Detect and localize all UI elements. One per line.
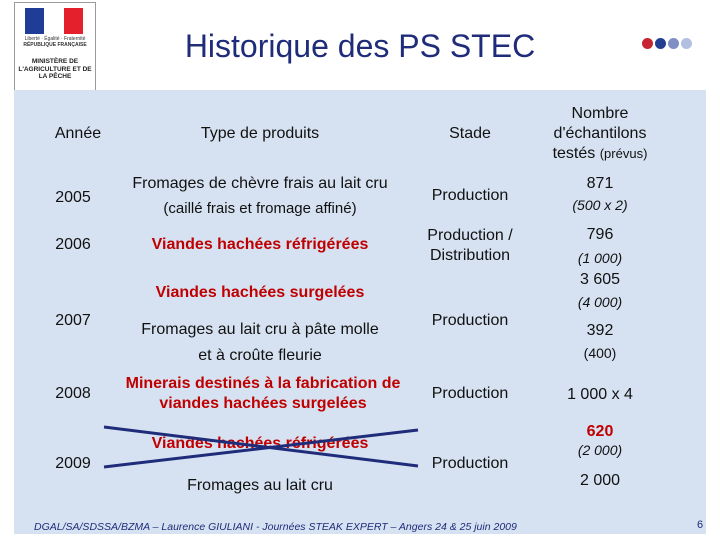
count-2006: 796 bbox=[586, 226, 614, 243]
product-2005-line1: Fromages de chèvre frais au lait cru bbox=[132, 175, 388, 192]
planned-2007-a: (4 000) bbox=[577, 294, 623, 310]
year-2006: 2006 bbox=[55, 236, 91, 253]
stage-2007: Production bbox=[431, 312, 509, 329]
count-2009-a: 620 bbox=[586, 423, 614, 440]
stage-2005: Production bbox=[431, 187, 509, 204]
page-number: 6 bbox=[697, 519, 704, 531]
product-2007-b-line2: et à croûte fleurie bbox=[198, 347, 322, 364]
year-2005: 2005 bbox=[55, 189, 91, 206]
count-2007-a: 3 605 bbox=[579, 271, 621, 288]
year-2008: 2008 bbox=[55, 385, 91, 402]
count-2005: 871 bbox=[586, 175, 614, 192]
header-samples-label: Nombre d'échantilons testés bbox=[552, 105, 647, 162]
planned-2005: (500 x 2) bbox=[572, 197, 628, 213]
count-2007-b: 392 bbox=[586, 322, 614, 339]
logo-motto: Liberté · Égalité · Fraternité bbox=[24, 36, 86, 42]
year-2009: 2009 bbox=[55, 455, 91, 472]
planned-2009-a: (2 000) bbox=[577, 442, 623, 458]
header-samples-note: (prévus) bbox=[599, 146, 648, 161]
product-2007-a: Viandes hachées surgelées bbox=[155, 284, 365, 301]
stage-2008: Production bbox=[431, 385, 509, 402]
header-year: Année bbox=[54, 125, 102, 142]
page-title: Historique des PS STEC bbox=[184, 28, 536, 64]
stage-2006: Production / Distribution bbox=[427, 227, 513, 264]
header-stage: Stade bbox=[449, 125, 491, 142]
logo-ministry: MINISTÈRE DE L'AGRICULTURE ET DE LA PÊCHE bbox=[18, 58, 92, 80]
header-products: Type de produits bbox=[200, 125, 320, 142]
product-2007-b-line1: Fromages au lait cru à pâte molle bbox=[141, 321, 379, 338]
product-2008: Minerais destinés à la fabrication de viandes hachées surgelées bbox=[125, 375, 401, 412]
planned-2006: (1 000) bbox=[577, 250, 623, 266]
count-2009-b: 2 000 bbox=[579, 472, 621, 489]
product-2009-b: Fromages au lait cru bbox=[187, 477, 333, 494]
count-2008: 1 000 x 4 bbox=[567, 386, 633, 403]
product-2006: Viandes hachées réfrigérées bbox=[151, 236, 369, 253]
product-2009-a: Viandes hachées réfrigérées bbox=[151, 435, 369, 452]
product-2005-line2: (caillé frais et fromage affiné) bbox=[163, 200, 357, 217]
year-2007: 2007 bbox=[55, 312, 91, 329]
stage-2009: Production bbox=[431, 455, 509, 472]
logo-republic: RÉPUBLIQUE FRANÇAISE bbox=[23, 42, 87, 48]
planned-2007-b: (400) bbox=[583, 345, 617, 361]
footer: DGAL/SA/SDSSA/BZMA – Laurence GIULIANI - Journées STEAK EXPERT – Angers 24 & 25 juin 2009 bbox=[34, 521, 517, 533]
